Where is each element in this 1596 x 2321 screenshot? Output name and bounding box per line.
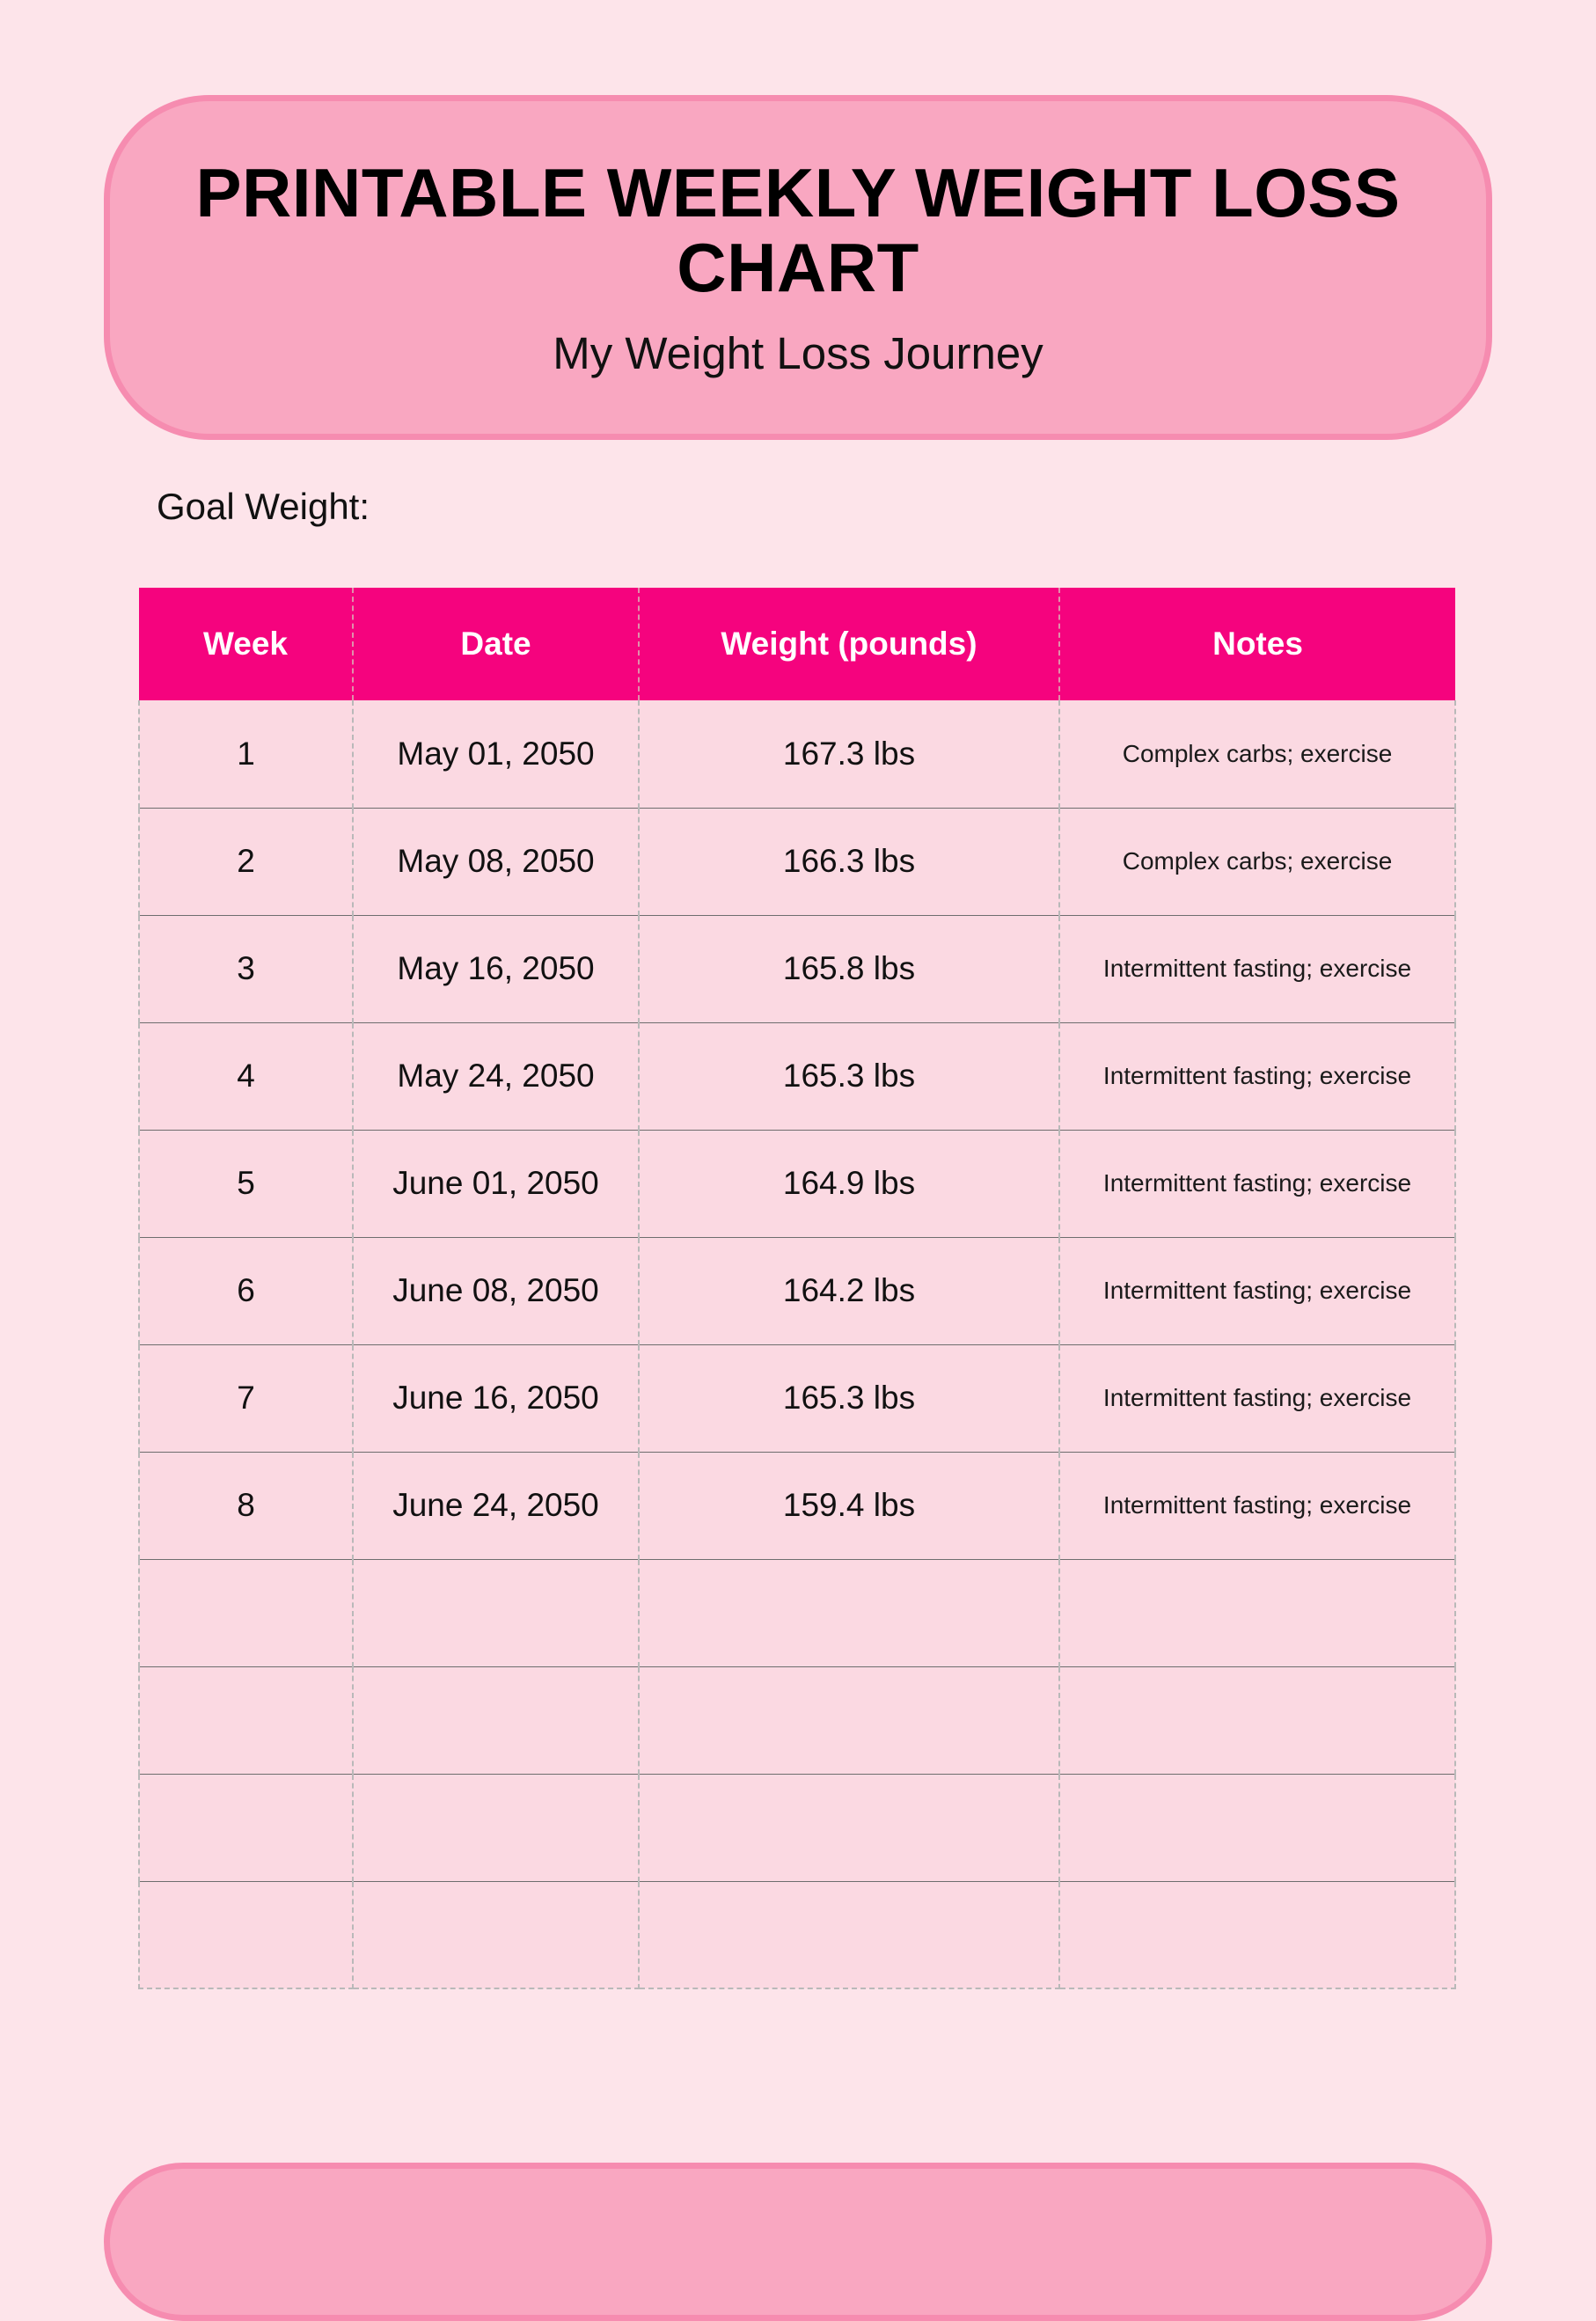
cell-weight[interactable]: 167.3 lbs	[639, 700, 1059, 808]
cell-weight[interactable]: 166.3 lbs	[639, 808, 1059, 915]
column-header-weight: Weight (pounds)	[639, 588, 1059, 700]
cell-week[interactable]: 5	[139, 1130, 353, 1237]
cell-notes[interactable]: Intermittent fasting; exercise	[1059, 1130, 1455, 1237]
table-row	[139, 915, 1455, 1022]
table-row	[139, 1130, 1455, 1237]
footer-decorative-bar	[104, 2163, 1492, 2321]
header-banner-wrapper	[104, 95, 1492, 440]
cell-weight[interactable]: 164.9 lbs	[639, 1130, 1059, 1237]
weight-log-table	[138, 588, 1456, 1989]
cell-notes[interactable]	[1059, 1666, 1455, 1774]
cell-notes[interactable]	[1059, 1774, 1455, 1881]
table-row	[139, 808, 1455, 915]
cell-date[interactable]: June 08, 2050	[353, 1237, 639, 1344]
table-row	[139, 1237, 1455, 1344]
cell-notes[interactable]: Intermittent fasting; exercise	[1059, 1344, 1455, 1452]
cell-date[interactable]: May 24, 2050	[353, 1022, 639, 1130]
cell-date[interactable]: June 01, 2050	[353, 1130, 639, 1237]
table-row	[139, 1559, 1455, 1666]
cell-weight[interactable]	[639, 1774, 1059, 1881]
column-header-week: Week	[139, 588, 353, 700]
cell-week[interactable]	[139, 1559, 353, 1666]
cell-notes[interactable]: Intermittent fasting; exercise	[1059, 1452, 1455, 1559]
cell-week[interactable]: 8	[139, 1452, 353, 1559]
table-row	[139, 1452, 1455, 1559]
cell-notes[interactable]: Complex carbs; exercise	[1059, 700, 1455, 808]
page-subtitle: My Weight Loss Journey	[553, 327, 1043, 378]
cell-week[interactable]: 7	[139, 1344, 353, 1452]
cell-weight[interactable]	[639, 1559, 1059, 1666]
cell-notes[interactable]	[1059, 1559, 1455, 1666]
cell-week[interactable]: 3	[139, 915, 353, 1022]
page-title: PRINTABLE WEEKLY WEIGHT LOSS CHART	[195, 154, 1401, 306]
weight-log-table-wrapper	[138, 588, 1454, 1989]
cell-week[interactable]: 4	[139, 1022, 353, 1130]
cell-week[interactable]: 2	[139, 808, 353, 915]
cell-date[interactable]: May 01, 2050	[353, 700, 639, 808]
cell-date[interactable]: June 16, 2050	[353, 1344, 639, 1452]
cell-weight[interactable]: 159.4 lbs	[639, 1452, 1059, 1559]
table-row	[139, 1666, 1455, 1774]
cell-weight[interactable]: 165.3 lbs	[639, 1022, 1059, 1130]
cell-notes[interactable]: Intermittent fasting; exercise	[1059, 1237, 1455, 1344]
goal-weight-row	[157, 486, 584, 528]
cell-date[interactable]	[353, 1881, 639, 1988]
cell-weight[interactable]	[639, 1666, 1059, 1774]
cell-weight[interactable]: 165.8 lbs	[639, 915, 1059, 1022]
table-body	[139, 700, 1455, 1988]
column-header-notes: Notes	[1059, 588, 1455, 700]
cell-notes[interactable]: Intermittent fasting; exercise	[1059, 915, 1455, 1022]
cell-date[interactable]	[353, 1774, 639, 1881]
cell-weight[interactable]: 164.2 lbs	[639, 1237, 1059, 1344]
cell-notes[interactable]: Complex carbs; exercise	[1059, 808, 1455, 915]
cell-notes[interactable]	[1059, 1881, 1455, 1988]
cell-week[interactable]	[139, 1666, 353, 1774]
cell-date[interactable]: May 16, 2050	[353, 915, 639, 1022]
header-banner	[104, 95, 1492, 440]
table-row	[139, 1774, 1455, 1881]
cell-date[interactable]	[353, 1666, 639, 1774]
column-header-date: Date	[353, 588, 639, 700]
cell-week[interactable]	[139, 1774, 353, 1881]
cell-weight[interactable]	[639, 1881, 1059, 1988]
table-head	[139, 588, 1455, 700]
table-row	[139, 700, 1455, 808]
cell-weight[interactable]: 165.3 lbs	[639, 1344, 1059, 1452]
table-header-row	[139, 588, 1455, 700]
goal-weight-label: Goal Weight:	[157, 486, 370, 527]
table-row	[139, 1881, 1455, 1988]
cell-date[interactable]: May 08, 2050	[353, 808, 639, 915]
cell-week[interactable]: 1	[139, 700, 353, 808]
cell-notes[interactable]: Intermittent fasting; exercise	[1059, 1022, 1455, 1130]
cell-week[interactable]: 6	[139, 1237, 353, 1344]
cell-date[interactable]: June 24, 2050	[353, 1452, 639, 1559]
cell-date[interactable]	[353, 1559, 639, 1666]
cell-week[interactable]	[139, 1881, 353, 1988]
table-row	[139, 1022, 1455, 1130]
table-row	[139, 1344, 1455, 1452]
